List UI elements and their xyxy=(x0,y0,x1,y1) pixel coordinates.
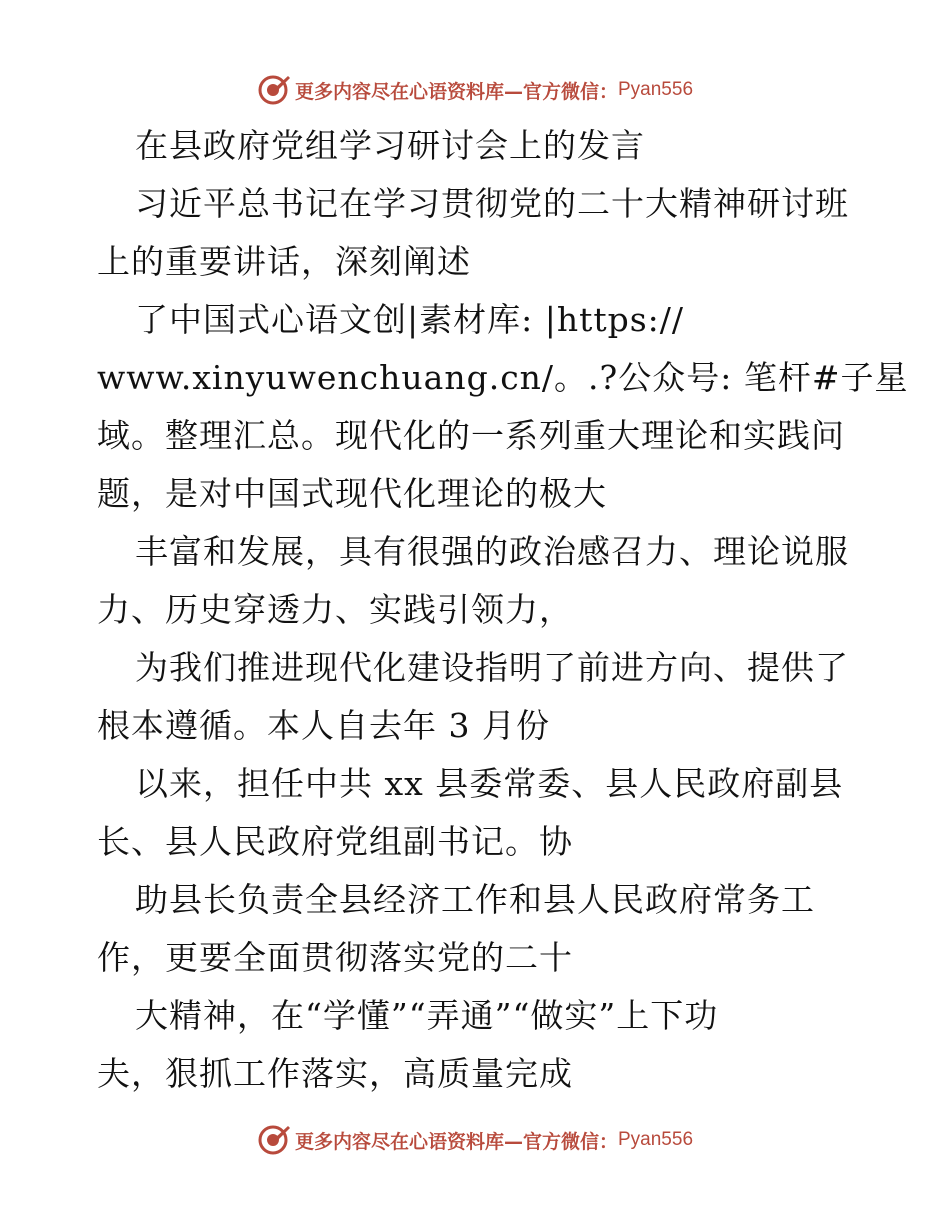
footer-banner xyxy=(0,1120,950,1160)
text-line: 丰富和发展，具有很强的政治感召力、理论说服 xyxy=(135,532,849,571)
document-body xyxy=(97,117,909,1103)
text-line: 助县长负责全县经济工作和县人民政府常务工 xyxy=(135,880,815,919)
header-banner xyxy=(0,70,950,110)
text-line: 力、历史穿透力、实践引领力， xyxy=(97,590,573,629)
text-line: 以来，担任中共 xx 县委常委、县人民政府副县 xyxy=(135,764,844,803)
text-line: 了中国式心语文创|素材库: |https:// xyxy=(135,300,685,339)
text-line: 根本遵循。本人自去年 3 月份 xyxy=(97,706,550,745)
text-line: 长、县人民政府党组副书记。协 xyxy=(97,822,573,861)
text-line: 为我们推进现代化建设指明了前进方向、提供了 xyxy=(135,648,849,687)
brand-logo-icon xyxy=(257,1123,291,1157)
banner-wechat-id: Pyan556 xyxy=(618,79,694,100)
banner-text: 更多内容尽在心语资料库—官方微信： xyxy=(294,1130,618,1153)
text-line: 作，更要全面贯彻落实党的二十 xyxy=(97,938,573,977)
text-line: 上的重要讲话，深刻阐述 xyxy=(97,242,471,281)
banner-text: 更多内容尽在心语资料库—官方微信： xyxy=(294,80,618,103)
text-line: 域。整理汇总。现代化的一系列重大理论和实践问 xyxy=(97,416,845,455)
text-line: 习近平总书记在学习贯彻党的二十大精神研讨班 xyxy=(135,184,849,223)
text-line: www.xinyuwenchuang.cn/。.?公众号: 笔杆#子星 xyxy=(97,358,909,397)
document-title: 在县政府党组学习研讨会上的发言 xyxy=(135,126,645,165)
text-line: 夫，狠抓工作落实，高质量完成 xyxy=(97,1054,573,1093)
text-line: 题，是对中国式现代化理论的极大 xyxy=(97,474,607,513)
text-line: 大精神，在“学懂”“弄通”“做实”上下功 xyxy=(135,996,719,1035)
banner-wechat-id: Pyan556 xyxy=(618,1129,694,1150)
brand-logo-icon xyxy=(257,73,291,107)
